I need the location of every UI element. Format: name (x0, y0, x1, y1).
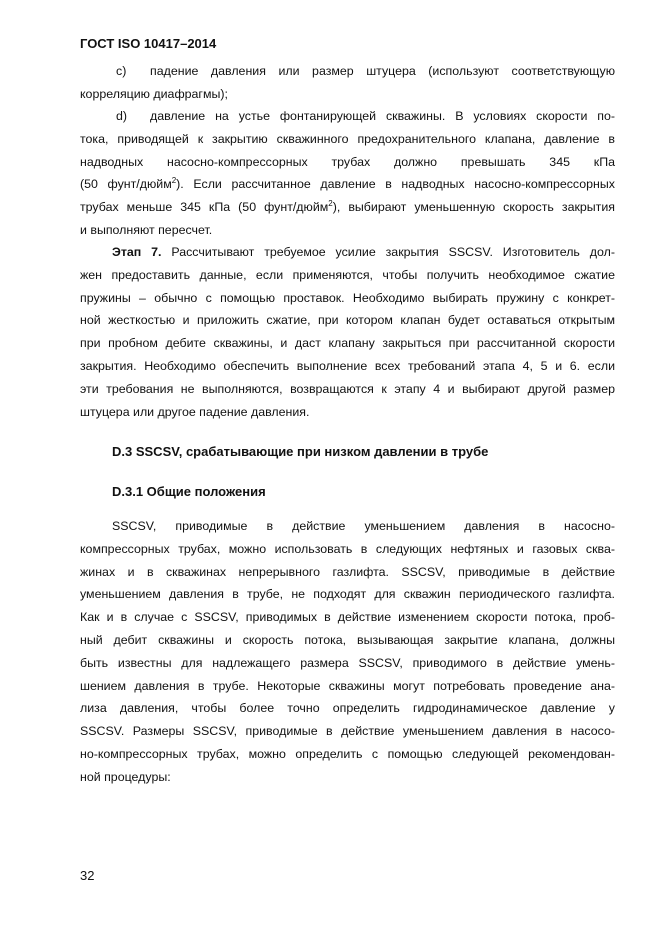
list-item-c (80, 60, 615, 106)
page-number: 32 (80, 868, 95, 883)
section-heading-d3: D.3 SSCSV, срабатывающие при низком давлении в трубе (112, 444, 489, 459)
list-item-text: тока, приводящей к закрытию скважинного предохранительного клапана, давление в (80, 131, 615, 146)
list-item-text: падение давления или размер штуцера (используют соответствующую (150, 64, 615, 78)
stage-7-paragraph: Этап 7. Рассчитывают требуемое усилие закрытия SSCSV. Изготовитель дол- жен предоставить данные, если применяются, чтобы получить необходимое сжатие пружины – обычно с помощью проставок. Необходимо выбирать пружину с конкрет- ной жесткостью и приложить сжатие, при котором клапан будет оставаться открытым при пробном дебите скважины, и даст клапану закрыться при рассчитанной скорости закрытия. Необходимо обеспечить выполнение всех требований этапа 4, 5 и 6. если эти требования не выполняются, возвращаются к этапу 4 и выбирают другой размер штуцера или другое падение давления. (80, 245, 615, 419)
list-item-text: надводных насосно-компрессорных трубах должно превышать 345 кПа (80, 154, 615, 169)
d31-paragraph: SSCSV, приводимые в действие уменьшением давления в насосно- компрессорных трубах, можно использовать в следующих нефтяных и газовых сква- жинах и в скважинах непрерывного газлифта. SSCSV, приводимые в действие уменьшением давления в трубе, не подходят для скважин периодического газлифта. Как и в случае с SSCSV, приводимых в действие изменением скорости потока, проб- ный дебит скважины и скорость потока, вызывающая закрытие клапана, должны быть известны для надлежащего размера SSCSV, приводимого в действие умень- шением давления в трубе. Некоторые скважины могут потребовать проведение ана- лиза давления, чтобы более точно определить гидродинамическое давление у SSCSV. Размеры SSCSV, приводимые в действие уменьшением давления в насосо- но-компрессорных трубах, можно определить с помощью следующей рекомендован- ной процедуры: (80, 519, 615, 784)
section-heading-d31: D.3.1 Общие положения (112, 484, 266, 499)
list-item-text: (50 фунт/дюйм$^2$). Если рассчитанное давление в надводных насосно-компрессорных (80, 176, 615, 192)
list-item-label: d) (116, 109, 128, 123)
list-item-text: и выполняют пересчет. (80, 222, 213, 237)
list-item-d (80, 105, 615, 242)
list-item-text: давление на устье фонтанирующей скважины. В условиях скорости по- (150, 109, 615, 123)
list-item-label: c) (116, 64, 127, 78)
list-item-text: корреляцию диафрагмы); (80, 86, 228, 101)
list-item-text: трубах меньше 345 кПа (50 фунт/дюйм$^2$), выбирают уменьшенную скорость закрытия (80, 199, 615, 215)
document-header: ГОСТ ISO 10417–2014 (80, 36, 217, 51)
stage-label: Этап 7. (112, 245, 162, 259)
